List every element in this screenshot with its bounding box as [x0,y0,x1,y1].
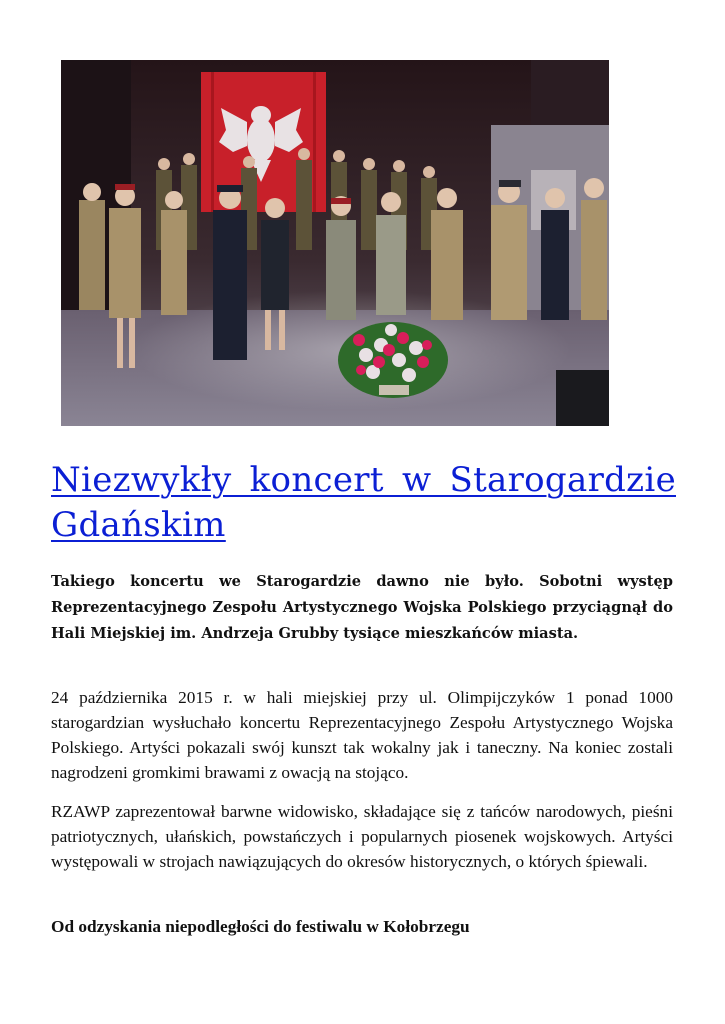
concert-stage-photo [61,60,609,426]
article-paragraph-1: 24 października 2015 r. w hali miejskiej przy ul. Olimpijczyków 1 ponad 1000 starogardzian wysłuchało koncertu Reprezentacyjnego Zespołu Artystycznego Wojska Polskiego. Artyści pokazali swój kunszt tak wokalny jak i taneczny. Na koniec zostali nagrodzeni gromkimi brawami z owacją na stojąco. [51,688,673,782]
stage-speaker [556,370,609,426]
flower-bouquet-icon [338,322,448,398]
article-lead: Takiego koncertu we Starogardzie dawno nie było. Sobotni występ Reprezentacyjnego Zespołu Artystycznego Wojska Polskiego przyciągnął do Hali Miejskiej im. Andrzeja Grubby tysiące mieszkańców miasta. [51,573,673,642]
article-title[interactable] [51,458,676,548]
article-subheading: Od odzyskania niepodległości do festiwalu w Kołobrzegu [51,917,470,936]
article-paragraph-2: RZAWP zaprezentował barwne widowisko, składające się z tańców narodowych, pieśni patriotycznych, ułańskich, powstańczych i popularnych piosenek wojskowych. Artyści występowali w strojach nawiązujących do okresów historycznych, o których śpiewali. [51,802,673,871]
article-photo [61,60,609,426]
article-title-link[interactable]: Niezwykły koncert w Starogardzie Gdańskim [51,460,676,545]
